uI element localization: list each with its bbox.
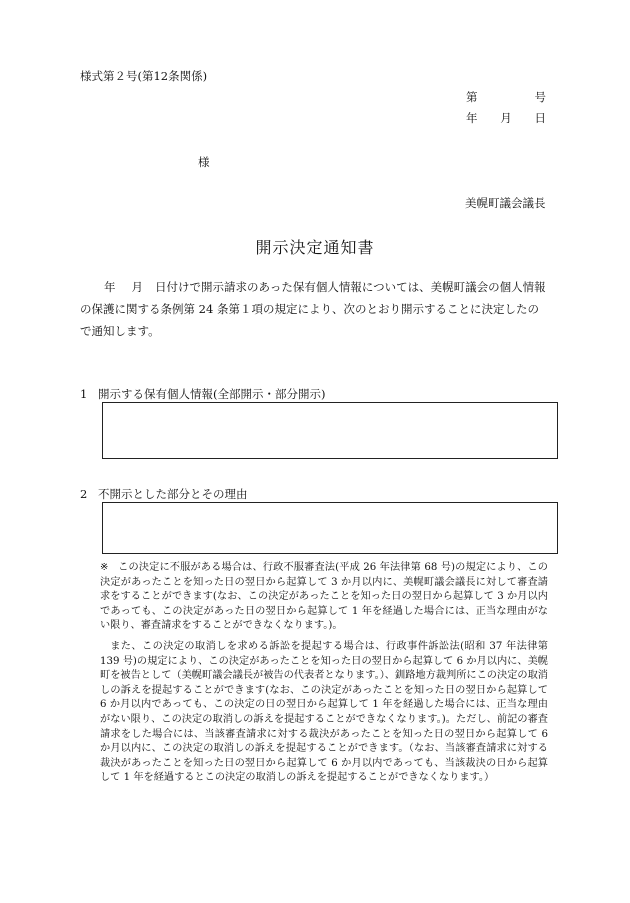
note-mark: ※ <box>100 562 109 573</box>
section-1-number: 1 <box>80 387 88 401</box>
document-number-line <box>466 89 546 105</box>
date-month: 月 <box>500 111 512 125</box>
note-paragraph-2: また、この決定の取消しを求める訴訟を提起する場合は、行政事件訴訟法(昭和 37 年法律第 139 号)の規定により、この決定があったことを知った日の翌日から起算して 6 か月以内に、美幌町を被告として（美幌町議会議長が被告の代表者となります。）、釧路地方裁判所にこの決定の取消しの訴えを提起することができます(なお、この決定があったことを知った日の翌日から起算して 6 か月以内であっても、この決定の日の翌日から起算して 1 年を経過した場合には、正当な理由がない限り、この決定の取消しの訴えを提起することができなくなります。)。ただし、前記の審査請求をした場合には、当該審査請求に対する裁決があったことを知った日の翌日から起算して 6 か月以内に、この決定の取消しの訴えを提起することができます。（なお、当該審査請求に対する裁決があったことを知った日の翌日から起算して 6 か月以内であっても、当該裁決の日から起算して 1 年を経過するとこの決定の取消しの訴えを提起することができなくなります。） <box>100 640 548 784</box>
disclosed-info-box <box>102 402 558 459</box>
intro-month: 月 <box>131 280 143 294</box>
section-1-title: 開示する保有個人情報(全部開示・部分開示) <box>98 387 326 401</box>
document-number-prefix: 第 <box>466 90 478 104</box>
date-year: 年 <box>466 111 478 125</box>
section-1-heading <box>80 386 325 402</box>
document-date-line <box>466 110 546 126</box>
intro-year: 年 <box>104 280 116 294</box>
sender: 美幌町議会議長 <box>465 196 546 210</box>
section-2-title: 不開示とした部分とその理由 <box>98 487 248 501</box>
section-2-heading <box>80 486 248 502</box>
addressee: 様 <box>198 155 210 169</box>
document-number-suffix: 号 <box>534 90 546 104</box>
form-id: 様式第２号(第12条関係) <box>80 69 208 83</box>
intro-paragraph <box>80 276 550 342</box>
note-paragraph-1: この決定に不服がある場合は、行政不服審査法(平成 26 年法律第 68 号)の規定により、この決定があったことを知った日の翌日から起算して 3 か月以内に、美幌町議会議長に対して審査請求をすることができます(なお、この決定があったことを知った日の翌日から起算して 3 か月以内であっても、この決定があった日の翌日から起算して 1 年を経過した場合には、正当な理由がない限り、審査請求をすることができなくなります。)。 <box>100 562 548 632</box>
section-2-number: 2 <box>80 487 88 501</box>
appeal-note <box>100 561 548 786</box>
date-day: 日 <box>534 111 546 125</box>
document-title: 開示決定通知書 <box>255 238 375 257</box>
intro-body: 日付けで開示請求のあった保有個人情報については、美幌町議会の個人情報の保護に関する条例第 24 条第１項の規定により、次のとおり開示することに決定したので通知します。 <box>80 280 546 338</box>
non-disclosure-reason-box <box>102 502 558 554</box>
